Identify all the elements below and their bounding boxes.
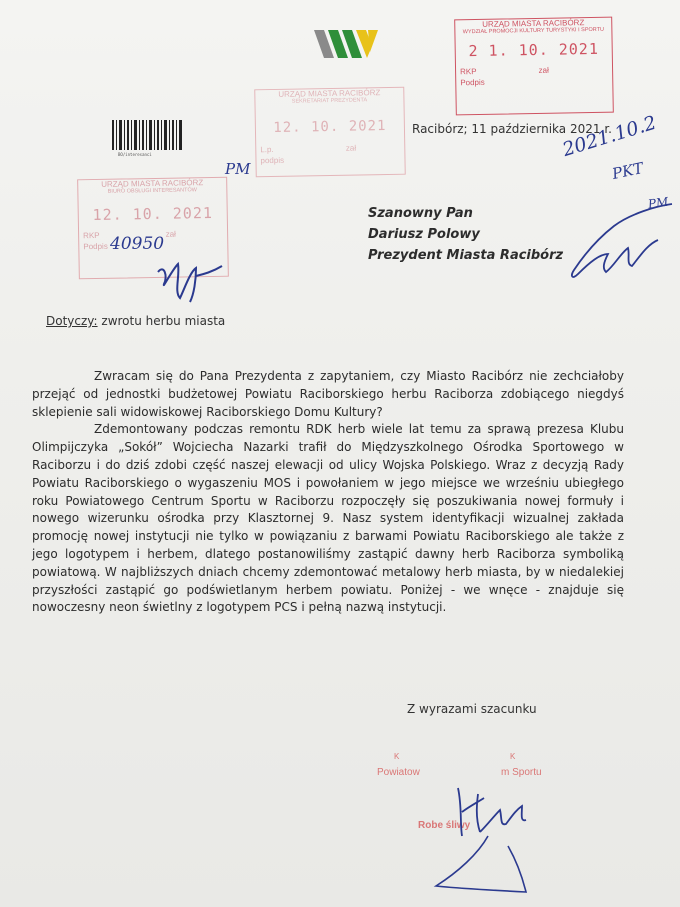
- director-signature: [418, 776, 558, 904]
- stamp-podpis: Podpis: [83, 241, 108, 252]
- stamp-podpis: Podpis: [460, 77, 485, 88]
- recipient-title: Prezydent Miasta Racibórz: [368, 248, 564, 263]
- city-sport-received-stamp: [454, 17, 614, 116]
- stamp-zal: zał: [345, 143, 357, 153]
- letter-body: [32, 368, 624, 617]
- stamp-sub: SEKRETARIAT PREZYDENTA: [291, 97, 368, 105]
- barcode: [112, 120, 182, 150]
- signature-stamp-right: m Sportu: [501, 767, 542, 778]
- subject-line: [46, 314, 225, 328]
- place-and-date: Racibórz; 11 października 2021 r.: [412, 122, 612, 136]
- stamp-podpis: podpis: [260, 155, 285, 166]
- stamp-head: URZĄD MIASTA RACIBÓRZ: [278, 88, 381, 99]
- stamp-date: 12. 10. 2021: [92, 203, 214, 225]
- stamp-rkp: RKP: [460, 67, 477, 77]
- handwritten-signature-right: [560, 196, 678, 288]
- barcode-caption: BO/interesanci: [118, 152, 152, 157]
- body-paragraph-1: Zwracam się do Pana Prezydenta z zapytaniem, czy Miasto Racibórz nie zechciałoby przejąć od jednostki budżetowej Powiatu Raciborskiego herbu Raciborza zdobiącego niegdyś sklepienie sali widowiskowej Raciborskiego Domu Kultury?: [32, 369, 624, 419]
- signature-stamp-left: Powiatow: [377, 767, 420, 778]
- stamp-head: URZĄD MIASTA RACIBÓRZ: [101, 178, 204, 189]
- pcs-logo: [312, 26, 382, 62]
- stamp-rkp: RKP: [83, 230, 100, 241]
- handwritten-pm: PM: [225, 160, 251, 178]
- stamp-lp: L.p.: [260, 144, 274, 155]
- stamp-head: URZĄD MIASTA RACIBÓRZ: [482, 18, 585, 29]
- handwritten-rkp-number: 40950: [110, 234, 165, 254]
- subject-text: zwrotu herbu miasta: [101, 314, 226, 328]
- stamp-zal: zał: [538, 65, 549, 75]
- signature-stamp-k1: K: [394, 752, 400, 761]
- body-paragraph-2: Zdemontowany podczas remontu RDK herb wiele lat temu za sprawą prezesa Klubu Olimpijczyka „Sokół” Wojciecha Nazarki trafił do Międzyszkolnego Ośrodka Sportowego w Raciborzu i do dziś zdobi część naszej elewacji od ulicy Wojska Polskiego. Wraz z decyzją Rady Powiatu Raciborskiego o wygaszeniu MOS i powołaniem w jego miejsce we wrześniu ubiegłego roku Powiatowego Centrum Sportu w Raciborzu rozpoczęły się poszukiwania nowej formuły i nowego wizerunku ośrodka przy Klasztornej 9. Nasz system identyfikacji wizualnej zakłada promocję nowej instytucji nie tylko w powiązaniu z barwami Powiatu Raciborskiego ale także z jego logotypem i herbem, dlatego postanowiliśmy zastąpić dawny herb Raciborza symboliką powiatową. W najbliższych dniach chcemy zdemontować metalowy herb miasta, by w niedalekiej przyszłości zastąpić go podświetlanym herbem powiatu. Poniżej - we wnęce - znajduje się nowoczesny neon świetlny z logotypem PCS i pełną nazwą instytucji.: [32, 422, 624, 615]
- signature-stamp-name: Robe śliwy: [418, 820, 471, 831]
- stamp-date: 2 1. 10. 2021: [468, 39, 600, 61]
- handwritten-pkt: PKT: [610, 158, 645, 184]
- handwritten-pm-right: PM: [647, 194, 670, 212]
- signature-stamp-k2: K: [510, 752, 516, 761]
- recipient-name: Dariusz Polowy: [368, 227, 480, 242]
- stamp-zal: zał: [165, 229, 176, 239]
- stamp-sub: WYDZIAŁ PROMOCJI KULTURY TURYSTYKI I SPORTU: [462, 26, 605, 36]
- handwritten-date: 2021.10.2: [560, 111, 659, 162]
- closing: Z wyrazami szacunku: [407, 702, 537, 716]
- recipient-block: [368, 203, 563, 266]
- stamp-date: 12. 10. 2021: [273, 118, 387, 136]
- subject-label: Dotyczy:: [46, 314, 98, 328]
- recipient-salutation: Szanowny Pan: [368, 206, 473, 221]
- secretariat-stamp: [254, 87, 406, 178]
- stamp-sub: BIURO OBSŁUGI INTERESANTÓW: [107, 187, 198, 195]
- handwritten-initials-left: [150, 250, 230, 306]
